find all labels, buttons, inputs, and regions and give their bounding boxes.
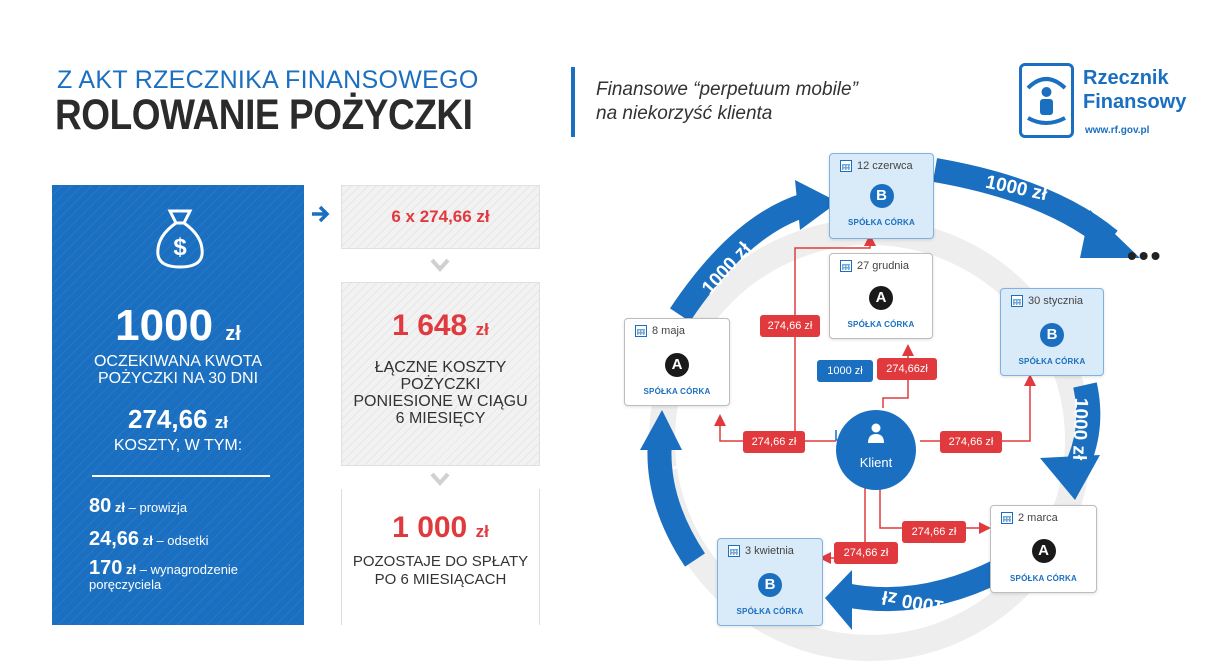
arrow-right-icon [310,204,330,224]
subtitle: Z AKT RZECZNIKA FINANSOWEGO [57,66,479,94]
calendar-icon [1011,295,1023,307]
card-label: SPÓŁKA CÓRKA [847,320,915,329]
company-card-27-grudnia [829,253,933,339]
arc-label: 1000 zł [670,457,720,522]
installments-value: 6 x 274,66 zł [391,207,490,226]
total-cost-value: 1 648 zł [392,309,489,342]
card-letter: B [870,184,894,208]
card-date: 27 grudnia [857,260,909,272]
installments-box [341,185,540,249]
logo-icon [1019,63,1074,138]
logo-url: www.rf.gov.pl [1085,125,1150,136]
card-letter: A [1032,539,1056,563]
client-node [836,410,916,490]
payment-tag: 274,66 zł [834,542,898,564]
logo-line-2: Finansowy [1083,91,1187,113]
card-date: 8 maja [652,325,686,337]
remaining-desc: POZOSTAJE DO SPŁATY PO 6 MIESIĄCACH [352,553,529,588]
total-cost-desc: ŁĄCZNE KOSZTY POŻYCZKI PONIESIONE W CIĄGU 6 MIESIĘCY [353,359,528,427]
card-label: SPÓŁKA CÓRKA [643,387,711,396]
arc-label: 1000 zł [698,238,756,299]
arc-label: 1000 zł [983,171,1049,206]
card-date: 30 stycznia [1028,295,1084,307]
calendar-icon [840,260,852,272]
loan-tag: 1000 zł [817,360,873,382]
page-title: ROLOWANIE POŻYCZKI [55,91,473,139]
remaining-value: 1 000 zł [392,511,489,544]
payment-tag: 274,66 zł [940,431,1002,453]
arrowhead [1040,455,1100,500]
loan-amount: 1000 zł [115,301,241,350]
card-letter: A [665,353,689,377]
card-date: 3 kwietnia [745,545,794,557]
tagline-line-1: Finansowe “perpetuum mobile” [596,79,858,100]
arc-label: 1000 zł [1068,397,1092,461]
card-date: 2 marca [1018,512,1058,524]
tagline [596,78,858,126]
total-cost-box [341,282,540,466]
svg-text:$: $ [173,234,187,261]
card-letter: B [758,573,782,597]
cost-item-commission: 80 zł – prowizja [89,495,188,517]
payment-tag: 274,66 zł [902,521,966,543]
arrow-down-icon [430,258,450,272]
logo-text [1083,66,1186,114]
company-card-12-czerwca [829,153,934,239]
card-date: 12 czerwca [857,160,913,172]
payment-tag: 274,66 zł [760,315,820,337]
cost-item-guarantor: 170 zł – wynagrodzenie poręczyciela [89,557,239,592]
cost-item-interest: 24,66 zł – odsetki [89,528,209,550]
payment-tag: 274,66zł [877,358,937,380]
card-label: SPÓŁKA CÓRKA [1010,574,1077,583]
card-label: SPÓŁKA CÓRKA [848,218,915,227]
card-label: SPÓŁKA CÓRKA [1018,357,1086,366]
company-card-30-stycznia [1000,288,1104,376]
arrowhead [825,570,852,630]
tagline-line-2: na niekorzyść klienta [596,103,773,124]
company-card-8-maja [624,318,730,406]
logo-line-1: Rzecznik [1083,67,1169,89]
money-bag-icon [152,207,208,271]
calendar-icon [840,160,852,172]
user-icon [867,423,885,443]
calendar-icon [728,545,740,557]
client-label: Klient [859,455,893,470]
card-letter: A [869,286,893,310]
calendar-icon [1001,512,1013,524]
summary-panel [52,185,304,625]
calendar-icon [635,325,647,337]
card-letter: B [1040,323,1064,347]
divider [571,67,575,137]
arrow-down-icon [430,472,450,486]
arc-label: 1000 zł [880,585,946,618]
loan-cost: 274,66 zł [128,404,228,434]
payment-tag: 274,66 zł [743,431,805,453]
card-label: SPÓŁKA CÓRKA [736,607,804,616]
loan-cost-desc: KOSZTY, W TYM: [113,437,243,454]
ellipsis: ••• [1127,240,1163,271]
loan-amount-desc: OCZEKIWANA KWOTA POŻYCZKI NA 30 DNI [93,353,262,387]
company-card-3-kwietnia [717,538,823,626]
divider [92,475,270,477]
company-card-2-marca [990,505,1097,593]
remaining-box [341,489,540,625]
